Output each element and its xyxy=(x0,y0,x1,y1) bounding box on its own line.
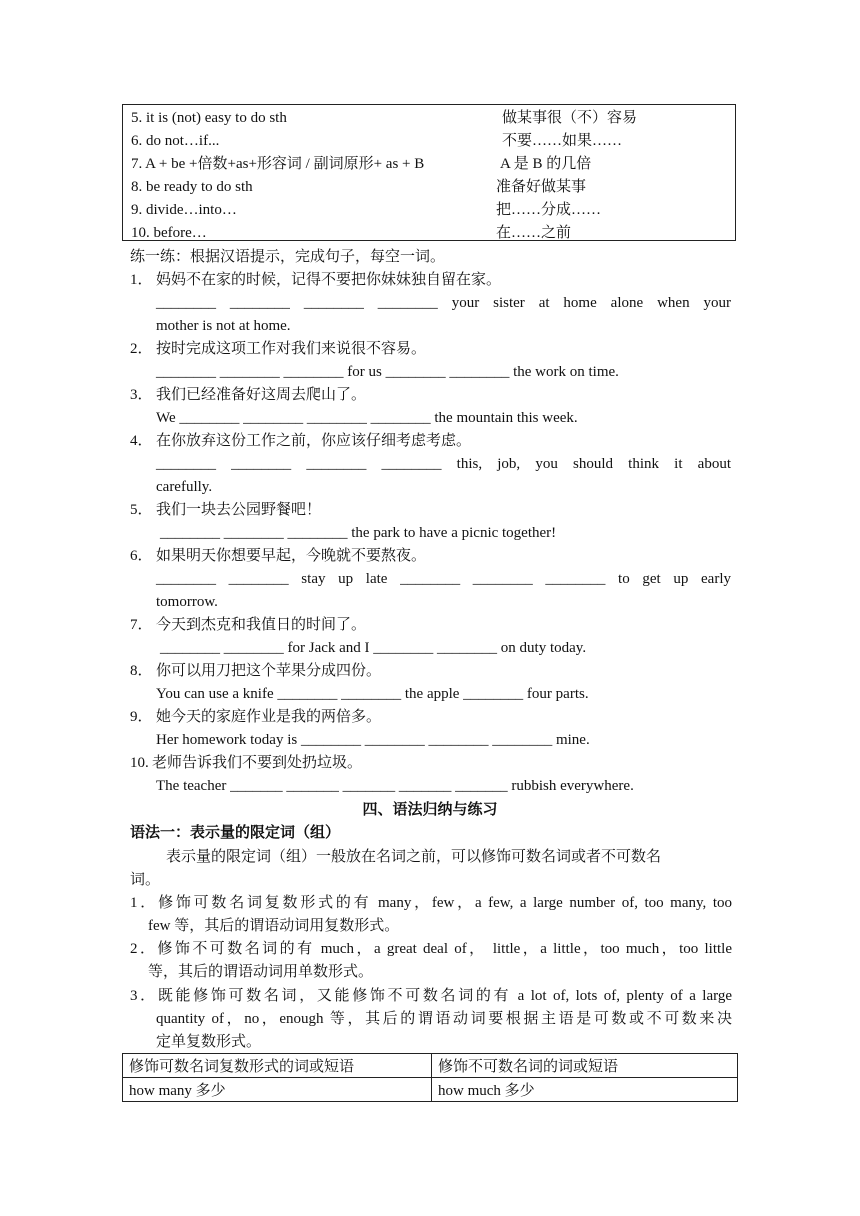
item-number: 9． xyxy=(130,709,153,725)
phrase-en: 7. A + be +倍数+as+形容词 / 副词原形+ as + B xyxy=(131,156,425,172)
item-chinese: 她今天的家庭作业是我的两倍多。 xyxy=(156,709,382,725)
item-number: 6． xyxy=(130,548,153,564)
grammar-point-3-cont: quantity of，no，enough 等，其后的谓语动词要根据主语是可数或不可数来决 xyxy=(156,1011,732,1027)
phrase-en: 10. before… xyxy=(131,225,207,241)
item-english: ________ ________ stay up late ________ ________ ________ to get up early xyxy=(156,571,731,587)
item-number: 8． xyxy=(130,663,153,679)
grammar-point-2-cont: 等，其后的谓语动词用单数形式。 xyxy=(148,964,374,980)
item-english: ________ ________ ________ for us ________ ________ the work on time. xyxy=(156,364,619,380)
grammar-intro-cont: 词。 xyxy=(130,872,161,888)
phrase-en: 6. do not…if... xyxy=(131,133,220,149)
table-header-cell: 修饰可数名词复数形式的词或短语 xyxy=(123,1054,432,1078)
item-english: ________ ________ ________ ________ your sister at home alone when your xyxy=(156,295,731,311)
section-title: 四、语法归纳与练习 xyxy=(362,802,498,818)
item-number: 1． xyxy=(130,272,153,288)
item-chinese: 我们已经准备好这周去爬山了。 xyxy=(156,387,367,403)
item-english: We ________ ________ ________ ________ the mountain this week. xyxy=(156,410,578,426)
item-chinese: 按时完成这项工作对我们来说很不容易。 xyxy=(156,341,427,357)
item-number: 5． xyxy=(130,502,153,518)
grammar-point-3-cont2: 定单复数形式。 xyxy=(156,1034,262,1050)
table-header-row xyxy=(123,1054,738,1078)
table-cell: how many 多少 xyxy=(123,1078,432,1102)
item-number: 4． xyxy=(130,433,153,449)
item-english: You can use a knife ________ ________ the apple ________ four parts. xyxy=(156,686,589,702)
phrase-zh: A 是 B 的几倍 xyxy=(500,156,592,172)
item-chinese: 老师告诉我们不要到处扔垃圾。 xyxy=(152,755,363,771)
practice-instruction: 练一练：根据汉语提示，完成句子，每空一词。 xyxy=(130,249,446,265)
phrase-en: 9. divide…into… xyxy=(131,202,237,218)
item-english: Her homework today is ________ ________ ________ ________ mine. xyxy=(156,732,590,748)
item-number: 7． xyxy=(130,617,153,633)
item-english-cont: tomorrow. xyxy=(156,594,218,610)
item-chinese: 如果明天你想要早起，今晚就不要熬夜。 xyxy=(156,548,427,564)
item-english-cont: carefully. xyxy=(156,479,213,495)
grammar-point-1: 1．修饰可数名词复数形式的有 many，few，a few, a large number of, too many, too xyxy=(130,895,732,911)
grammar-point-3: 3．既能修饰可数名词，又能修饰不可数名词的有 a lot of, lots of, plenty of a large xyxy=(130,988,732,1004)
grammar-intro: 表示量的限定词（组）一般放在名词之前，可以修饰可数名词或者不可数名 xyxy=(166,849,662,865)
grammar-point-2: 2．修饰不可数名词的有 much，a great deal of， little，a little，too much，too little xyxy=(130,941,732,957)
phrase-en: 8. be ready to do sth xyxy=(131,179,253,195)
table-header-cell: 修饰不可数名词的词或短语 xyxy=(432,1054,738,1078)
table-cell: how much 多少 xyxy=(432,1078,738,1102)
phrase-zh: 准备好做某事 xyxy=(496,179,587,195)
item-chinese: 在你放弃这份工作之前，你应该仔细考虑考虑。 xyxy=(156,433,472,449)
item-chinese: 妈妈不在家的时候，记得不要把你妹妹独自留在家。 xyxy=(156,272,502,288)
grammar-point-1-cont: few 等，其后的谓语动词用复数形式。 xyxy=(148,918,400,934)
item-chinese: 我们一块去公园野餐吧！ xyxy=(156,502,322,518)
item-english-cont: mother is not at home. xyxy=(156,318,291,334)
item-english: ________ ________ ________ ________ this, job, you should think it about xyxy=(156,456,731,472)
item-english: ________ ________ ________ the park to have a picnic together! xyxy=(160,525,557,541)
phrase-zh: 做某事很（不）容易 xyxy=(502,110,638,126)
phrase-en: 5. it is (not) easy to do sth xyxy=(131,110,287,126)
item-number: 2． xyxy=(130,341,153,357)
compare-table xyxy=(122,1053,738,1102)
item-number: 10. xyxy=(130,755,149,771)
table-row xyxy=(123,1078,738,1102)
item-number: 3． xyxy=(130,387,153,403)
phrase-zh: 不要……如果…… xyxy=(502,133,623,149)
item-english: ________ ________ for Jack and I ________ ________ on duty today. xyxy=(160,640,587,656)
phrase-zh: 在……之前 xyxy=(496,225,572,241)
phrase-zh: 把……分成…… xyxy=(496,202,602,218)
item-chinese: 今天到杰克和我值日的时间了。 xyxy=(156,617,367,633)
item-english: The teacher _______ _______ _______ _______ _______ rubbish everywhere. xyxy=(156,778,634,794)
phrase-table xyxy=(122,104,736,241)
item-chinese: 你可以用刀把这个苹果分成四份。 xyxy=(156,663,382,679)
grammar-heading: 语法一：表示量的限定词（组） xyxy=(130,825,341,841)
